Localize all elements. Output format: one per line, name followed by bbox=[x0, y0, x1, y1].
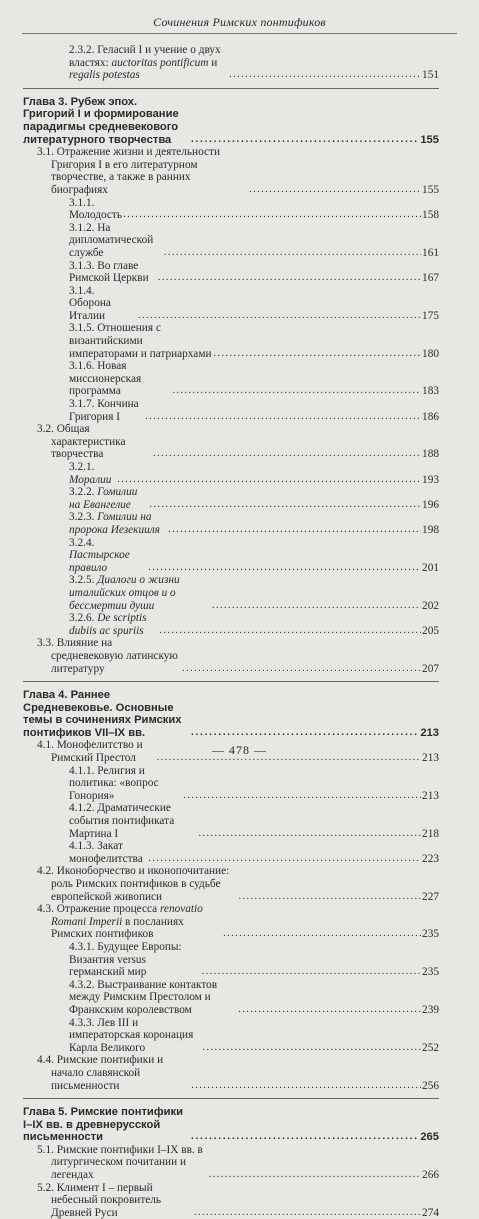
toc-entry-title: 3.2. Общая характеристика творчества bbox=[37, 423, 126, 461]
toc-entry-title: 3.2.6. De scriptis dubiis ac spuriis bbox=[69, 612, 147, 637]
toc-entry-title: 3.1.7. Кончина Григория I bbox=[69, 398, 139, 423]
toc-entry bbox=[23, 865, 439, 903]
toc-dot-leader bbox=[229, 68, 421, 82]
toc-entry bbox=[23, 285, 439, 323]
toc-dot-leader bbox=[172, 384, 421, 398]
toc-entry-page: 274 bbox=[422, 1206, 439, 1219]
toc-entry-title: 3.2.2. Гомилии на Евангелие bbox=[69, 486, 138, 511]
toc-entry bbox=[23, 637, 439, 675]
toc-dot-leader bbox=[223, 927, 421, 941]
toc-entry-title: 5.1. Римские понтифики I–IX вв. в литургическом почитании и легендах bbox=[37, 1143, 203, 1182]
toc-entry-page: 235 bbox=[422, 966, 439, 979]
toc-dot-leader bbox=[183, 789, 421, 803]
toc-entry-title: 4.4. Римские понтифики и начало славянской письменности bbox=[37, 1054, 164, 1092]
toc-entry bbox=[23, 1054, 439, 1092]
toc-entry-title: 3.1.4. Оборона Италии bbox=[69, 284, 111, 322]
page-number: — 478 — bbox=[212, 743, 267, 757]
toc-entry-page: 213 bbox=[422, 789, 439, 802]
toc-entry-title: 3.2.4. Пастырское правило bbox=[69, 536, 130, 574]
toc-entry bbox=[23, 486, 439, 511]
toc-dot-leader bbox=[117, 473, 421, 487]
toc-dot-leader bbox=[148, 561, 421, 575]
toc-entry-page: 196 bbox=[422, 498, 439, 511]
toc-entry-title: 3.2.5. Диалоги о жизни италийских отцов и о бессмертии души bbox=[69, 574, 180, 612]
toc-entry bbox=[23, 423, 439, 461]
toc-entry bbox=[23, 511, 439, 536]
section-divider bbox=[23, 88, 439, 89]
toc-entry-page: 193 bbox=[422, 473, 439, 486]
toc-entry-page: 223 bbox=[422, 852, 439, 865]
toc-entry-page: 188 bbox=[422, 448, 439, 461]
toc-dot-leader bbox=[159, 624, 421, 638]
toc-entry-title: 4.1.1. Религия и политика: «вопрос Гонория» bbox=[69, 764, 159, 802]
toc-entry bbox=[23, 44, 439, 82]
toc-entry bbox=[23, 260, 439, 285]
section-divider bbox=[23, 1098, 439, 1099]
toc-entry bbox=[23, 979, 439, 1017]
toc-dot-leader bbox=[212, 599, 421, 613]
toc-entry-title: 4.3.3. Лев III и императорская коронация Карла Великого bbox=[69, 1016, 194, 1054]
toc-entry bbox=[23, 903, 439, 941]
toc-entry bbox=[23, 941, 439, 979]
toc-dot-leader bbox=[138, 309, 421, 323]
toc-entry-page: 161 bbox=[422, 246, 439, 259]
toc-entry-page: 266 bbox=[422, 1169, 439, 1182]
toc-entry-title: Глава 5. Римские понтифики I–IX вв. в древнерусской письменности bbox=[23, 1106, 183, 1144]
toc-dot-leader bbox=[198, 827, 421, 841]
toc-dot-leader bbox=[203, 1041, 422, 1055]
toc-entry-page: 167 bbox=[422, 272, 439, 285]
toc-entry-page: 198 bbox=[422, 523, 439, 536]
toc-entry-page: 202 bbox=[422, 599, 439, 612]
toc-entry bbox=[23, 322, 439, 360]
toc-chapter-entry bbox=[23, 96, 439, 146]
toc-entry bbox=[23, 612, 439, 637]
toc-dot-leader bbox=[150, 498, 422, 512]
section-divider bbox=[23, 681, 439, 682]
toc-dot-leader bbox=[202, 965, 421, 979]
toc-entry-title: Глава 4. Раннее Средневековье. Основные темы в сочинениях Римских понтификов VII–IX вв. bbox=[23, 689, 182, 739]
toc-entry-page: 218 bbox=[422, 827, 439, 840]
toc-entry bbox=[23, 1017, 439, 1055]
toc-dot-leader bbox=[249, 183, 421, 197]
running-header: Сочинения Римских понтификов bbox=[22, 6, 457, 34]
toc-dot-leader bbox=[158, 271, 421, 285]
toc-entry-page: 183 bbox=[422, 385, 439, 398]
toc-entry bbox=[23, 802, 439, 840]
toc-entry-page: 252 bbox=[422, 1041, 439, 1054]
toc-entry bbox=[23, 840, 439, 865]
toc-entry-title: 4.1. Монофелитство и Римский Престол bbox=[37, 739, 143, 765]
toc-entry-page: 213 bbox=[422, 752, 439, 765]
toc-dot-leader bbox=[209, 1168, 421, 1182]
toc-entry-title: 5.2. Климент I – первый небесный покровитель Древней Руси bbox=[37, 1181, 162, 1219]
toc-entry-title: 3.1.5. Отношения с византийскими императорами и патриархами bbox=[69, 322, 212, 360]
toc-entry-title: 3.2.1. Моралии bbox=[69, 461, 112, 486]
toc-chapter-entry bbox=[23, 1106, 439, 1144]
toc-entry-page: 151 bbox=[422, 69, 439, 82]
toc-entry-page: 205 bbox=[422, 624, 439, 637]
toc-dot-leader bbox=[238, 1003, 421, 1017]
toc-entry bbox=[23, 360, 439, 398]
toc-entry-title: 4.3.2. Выстраивание контактов между Римским Престолом и Франкским королевством bbox=[69, 978, 218, 1016]
toc-dot-leader bbox=[213, 347, 421, 361]
toc-entry-title: 4.1.3. Закат монофелитства bbox=[69, 840, 143, 865]
toc-entry-title: 3.2.3. Гомилии на пророка Иезекииля bbox=[69, 511, 160, 536]
toc-entry-page: 235 bbox=[422, 928, 439, 941]
toc-entry bbox=[23, 574, 439, 612]
toc-entry bbox=[23, 1144, 439, 1182]
toc-entry bbox=[23, 398, 439, 423]
toc-dot-leader bbox=[123, 208, 421, 222]
toc-entry bbox=[23, 461, 439, 486]
toc-dot-leader bbox=[153, 447, 421, 461]
toc-entry-title: 4.3. Отражение процесса renovatio Romani Imperii в посланиях Римских понтификов bbox=[37, 903, 203, 941]
toc-dot-leader bbox=[145, 410, 421, 424]
toc-entry-title: 3.1.2. На дипломатической службе bbox=[69, 221, 154, 259]
toc-dot-leader bbox=[191, 133, 419, 147]
toc-entry-title: Глава 3. Рубеж эпох. Григорий I и формирование парадигмы средневекового литературного творчества bbox=[23, 95, 179, 146]
toc-entry-page: 256 bbox=[422, 1079, 439, 1092]
toc-entry-page: 227 bbox=[422, 890, 439, 903]
toc-entry bbox=[23, 222, 439, 260]
toc-dot-leader bbox=[191, 1130, 419, 1144]
toc-entry-title: 3.1.3. Во главе Римской Церкви bbox=[69, 259, 149, 285]
toc-chapter-entry bbox=[23, 689, 439, 739]
toc-entry-page: 186 bbox=[422, 410, 439, 423]
toc-entry-title: 4.1.2. Драматические события понтификата Мартина I bbox=[69, 802, 175, 840]
toc-dot-leader bbox=[194, 1206, 421, 1219]
toc-entry-title: 4.3.1. Будущее Европы: Византия versus германский мир bbox=[69, 940, 182, 979]
toc-dot-leader bbox=[164, 246, 421, 260]
toc-entry-title: 4.2. Иконоборчество и иконопочитание: роль Римских понтификов в судьбе европейской живописи bbox=[37, 865, 230, 903]
toc-entry bbox=[23, 537, 439, 575]
toc-entry-title: 3.3. Влияние на средневековую латинскую литературу bbox=[37, 637, 178, 675]
toc-entry-title: 3.1.1. Молодость bbox=[69, 196, 123, 222]
toc-entry-title: 3.1. Отражение жизни и деятельности Григория I в его литературном творчестве, а также в ранних биографиях bbox=[37, 146, 221, 196]
toc-entry-title: 2.3.2. Геласий I и учение о двух властях: auctoritas pontificum и regalis potestas bbox=[69, 44, 221, 82]
toc-entry-page: 201 bbox=[422, 561, 439, 574]
toc-entry bbox=[23, 1182, 439, 1219]
toc-entry bbox=[23, 765, 439, 803]
toc-dot-leader bbox=[182, 662, 421, 676]
table-of-contents bbox=[23, 44, 439, 1219]
toc-entry-page: 265 bbox=[420, 1131, 439, 1144]
toc-dot-leader bbox=[191, 726, 419, 740]
toc-entry-page: 155 bbox=[422, 183, 439, 196]
toc-entry bbox=[23, 197, 439, 222]
toc-dot-leader bbox=[239, 890, 421, 904]
toc-entry-page: 239 bbox=[422, 1003, 439, 1016]
toc-entry-page: 213 bbox=[420, 726, 439, 739]
toc-dot-leader bbox=[148, 852, 421, 866]
toc-entry-page: 207 bbox=[422, 662, 439, 675]
toc-entry-title: 3.1.6. Новая миссионерская программа bbox=[69, 360, 142, 398]
toc-dot-leader bbox=[191, 1079, 421, 1093]
toc-entry-page: 155 bbox=[420, 133, 439, 146]
toc-entry-page: 158 bbox=[422, 209, 439, 222]
toc-dot-leader bbox=[168, 523, 421, 537]
toc-entry bbox=[23, 146, 439, 196]
toc-entry-page: 180 bbox=[422, 347, 439, 360]
toc-entry-page: 175 bbox=[422, 309, 439, 322]
